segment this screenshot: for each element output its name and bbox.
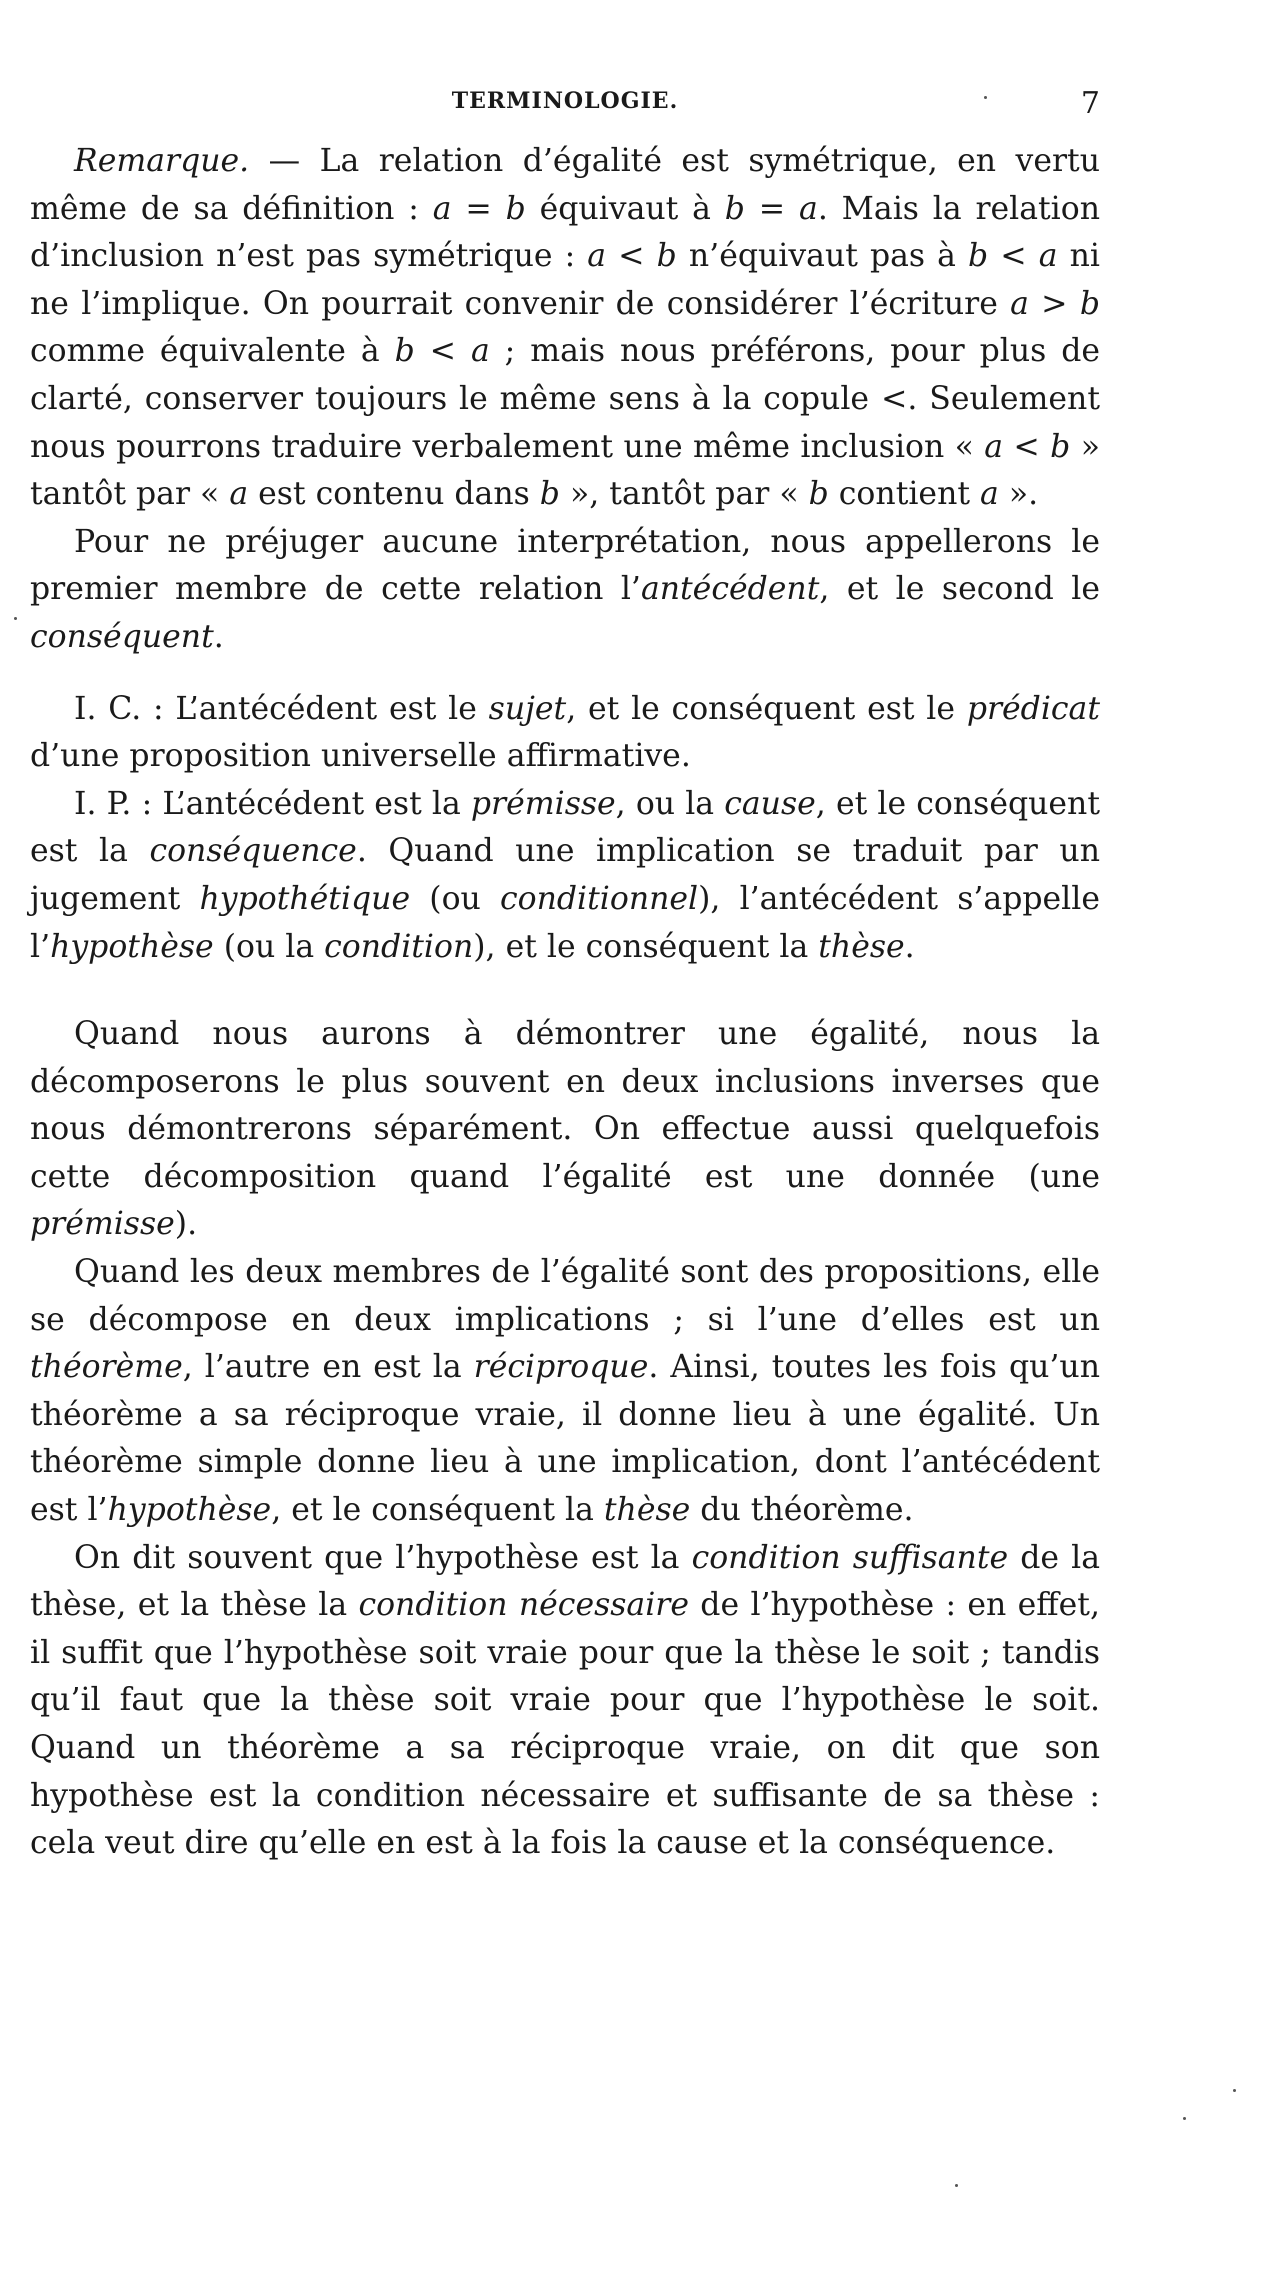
paragraph-ic: I. C. : L’antécédent est le sujet, et le conséquent est le prédicat d’une proposition universelle affirmative. (30, 690, 1100, 775)
page-header (30, 88, 1100, 128)
scan-speck (14, 617, 17, 620)
page-number: 7 (1080, 86, 1100, 121)
scan-speck (1233, 2089, 1236, 2092)
paragraph-condition: On dit souvent que l’hypothèse est la condition suffisante de la thèse, et la thèse la condition nécessaire de l’hypothèse : en effet, il suffit que l’hypothèse soit vraie pour que la thèse le soit ; tandis qu’il faut que la thèse soit vraie pour que l’hypothèse le soit. Quand un théorème a sa réciproque vraie, on dit que son hypothèse est la condition nécessaire et suffisante de sa thèse : cela veut dire qu’elle en est à la fois la cause et la conséquence. (30, 1539, 1100, 1862)
paragraph-ip: I. P. : L’antécédent est la prémisse, ou la cause, et le conséquent est la conséquence. Quand une implication se traduit par un jugement hypothétique (ou conditionnel), l’antécédent s’appelle l’hypothèse (ou la condition), et le conséquent la thèse. (30, 785, 1100, 965)
scan-speck (1183, 2117, 1186, 2120)
scan-speck (984, 96, 987, 99)
paragraph-theoreme: Quand les deux membres de l’égalité sont des propositions, elle se décompose en deux implications ; si l’une d’elles est un théorème, l’autre en est la réciproque. Ainsi, toutes les fois qu’un théorème a sa réciproque vraie, il donne lieu à une égalité. Un théorème simple donne lieu à une implication, dont l’antécédent est l’hypothèse, et le conséquent la thèse du théorème. (30, 1254, 1100, 1529)
scan-speck (955, 2184, 958, 2187)
running-head: TERMINOLOGIE. (451, 88, 679, 114)
paragraph-egalite: Quand nous aurons à démontrer une égalité, nous la décomposerons le plus souvent en deux inclusions inverses que nous démontrerons séparément. On effectue aussi quelquefois cette décomposition quand l’égalité est une donnée (une prémisse). (30, 1016, 1100, 1243)
page-body (30, 138, 1100, 1868)
paragraph-remarque: Remarque. — La relation d’égalité est symétrique, en vertu même de sa définition : a = b équivaut à b = a. Mais la relation d’inclusion n’est pas symétrique : a < b n’équivaut pas à b < a ni ne l’implique. On pourrait convenir de considérer l’écriture a > b comme équivalente à b < a ; mais nous préférons, pour plus de clarté, conserver toujours le même sens à la copule <. Seulement nous pourrons traduire verbalement une même inclusion « a < b » tantôt par « a est contenu dans b », tantôt par « b contient a ». (30, 143, 1101, 513)
paragraph-antecedent: Pour ne préjuger aucune interprétation, nous appellerons le premier membre de cette relation l’antécédent, et le second le conséquent. (30, 523, 1100, 655)
